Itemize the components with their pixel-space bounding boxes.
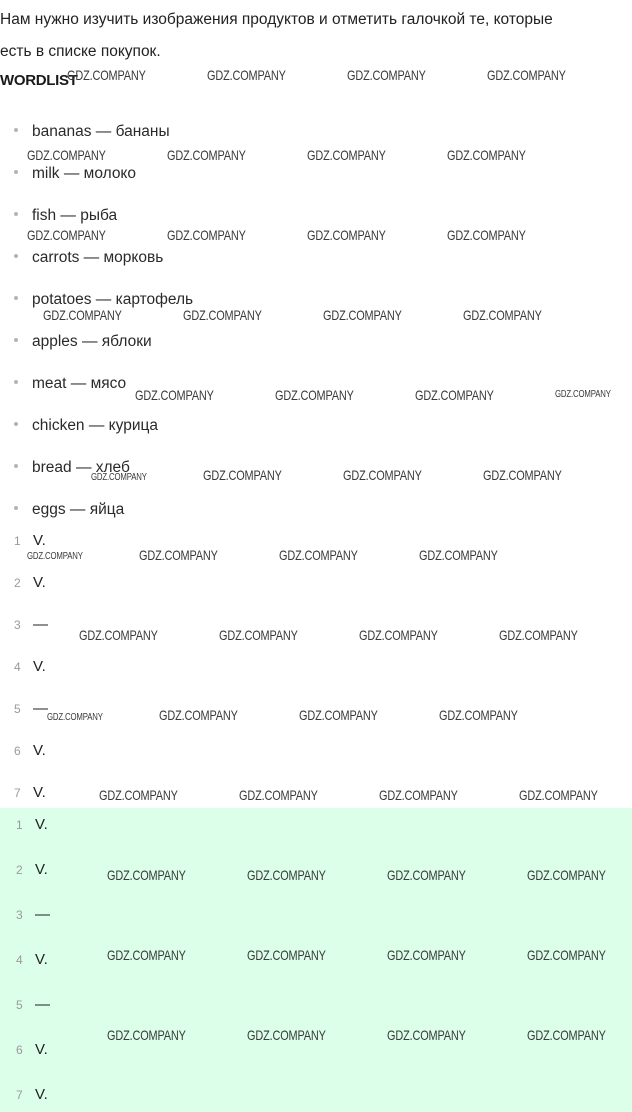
watermark-text: GDZ.COMPANY	[343, 467, 422, 483]
word-text: potatoes — картофель	[32, 291, 194, 308]
watermark-text: GDZ.COMPANY	[183, 307, 262, 323]
answer-number: 3	[14, 618, 21, 632]
answer-number: 5	[14, 702, 21, 716]
watermark-text: GDZ.COMPANY	[219, 627, 298, 643]
answer-value: V.	[35, 861, 48, 878]
watermark-text: GDZ.COMPANY	[387, 1027, 466, 1043]
list-item	[14, 249, 163, 269]
word-text: eggs — яйца	[32, 501, 125, 518]
answer-number: 4	[14, 660, 21, 674]
answer-number: 3	[16, 908, 23, 922]
bullet-icon	[14, 338, 18, 342]
watermark-text: GDZ.COMPANY	[247, 867, 326, 883]
list-item	[14, 207, 117, 227]
answer-number: 7	[14, 786, 21, 800]
bullet-icon	[14, 254, 18, 258]
watermark-text: GDZ.COMPANY	[159, 707, 238, 723]
bullet-icon	[14, 422, 18, 426]
watermark-text: GDZ.COMPANY	[527, 947, 606, 963]
word-text: bread — хлеб	[32, 459, 130, 476]
watermark-text: GDZ.COMPANY	[307, 147, 386, 163]
bullet-icon	[14, 464, 18, 468]
watermark-text: GDZ.COMPANY	[27, 227, 106, 243]
task-instruction	[0, 4, 632, 68]
bullet-icon	[14, 212, 18, 216]
list-item	[14, 417, 158, 437]
watermark-text: GDZ.COMPANY	[167, 227, 246, 243]
list-item	[14, 501, 124, 521]
watermark-text: GDZ.COMPANY	[447, 147, 526, 163]
watermark-text: GDZ.COMPANY	[79, 627, 158, 643]
watermark-text: GDZ.COMPANY	[323, 307, 402, 323]
watermark-text: GDZ.COMPANY	[299, 707, 378, 723]
answer-value: V.	[33, 784, 46, 801]
watermark-text: GDZ.COMPANY	[239, 787, 318, 803]
answer-value: —	[33, 700, 48, 717]
bullet-icon	[14, 506, 18, 510]
watermark-text: GDZ.COMPANY	[487, 67, 566, 83]
answer-number: 6	[14, 744, 21, 758]
watermark-text: GDZ.COMPANY	[519, 787, 598, 803]
bullet-icon	[14, 128, 18, 132]
watermark-text: GDZ.COMPANY	[463, 307, 542, 323]
word-text: milk — молоко	[32, 165, 137, 182]
bullet-icon	[14, 170, 18, 174]
watermark-text: GDZ.COMPANY	[527, 867, 606, 883]
watermark-text: GDZ.COMPANY	[247, 1027, 326, 1043]
answer-value: V.	[35, 1086, 48, 1103]
watermark-text: GDZ.COMPANY	[347, 67, 426, 83]
word-text: chicken — курица	[32, 417, 158, 434]
watermark-text: GDZ.COMPANY	[247, 947, 326, 963]
watermark-text: GDZ.COMPANY	[107, 867, 186, 883]
watermark-text: GDZ.COMPANY	[483, 467, 562, 483]
answer-value: —	[35, 996, 50, 1013]
watermark-text: GDZ.COMPANY	[203, 467, 282, 483]
answer-value: V.	[33, 574, 46, 591]
watermark-text: GDZ.COMPANY	[67, 67, 146, 83]
watermark-text: GDZ.COMPANY	[139, 547, 218, 563]
watermark-text: GDZ.COMPANY	[135, 387, 214, 403]
answer-number: 5	[16, 998, 23, 1012]
word-text: apples — яблоки	[32, 333, 152, 350]
word-text: carrots — морковь	[32, 249, 164, 266]
answer-number: 7	[16, 1088, 23, 1102]
watermark-text: GDZ.COMPANY	[439, 707, 518, 723]
answer-number: 1	[14, 534, 21, 548]
answer-value: V.	[35, 951, 48, 968]
list-item	[14, 165, 136, 185]
watermark-text: GDZ.COMPANY	[107, 947, 186, 963]
watermark-text: GDZ.COMPANY	[307, 227, 386, 243]
watermark-text: GDZ.COMPANY	[167, 147, 246, 163]
answer-number: 2	[14, 576, 21, 590]
watermark-text: GDZ.COMPANY	[447, 227, 526, 243]
watermark-text: GDZ.COMPANY	[387, 867, 466, 883]
watermark-text: GDZ.COMPANY	[107, 1027, 186, 1043]
answer-value: V.	[35, 816, 48, 833]
answer-value: —	[33, 616, 48, 633]
answer-value: V.	[33, 658, 46, 675]
list-item	[14, 333, 152, 353]
answer-value: V.	[33, 532, 46, 549]
watermark-text: GDZ.COMPANY	[207, 67, 286, 83]
answer-number: 6	[16, 1043, 23, 1057]
watermark-text: GDZ.COMPANY	[27, 551, 83, 562]
wordlist-heading: WORDLIST	[0, 72, 78, 89]
answer-value: V.	[33, 742, 46, 759]
watermark-text: GDZ.COMPANY	[91, 472, 147, 483]
watermark-text: GDZ.COMPANY	[499, 627, 578, 643]
watermark-text: GDZ.COMPANY	[43, 307, 122, 323]
answer-value: V.	[35, 1041, 48, 1058]
word-text: bananas — бананы	[32, 123, 170, 140]
word-text: fish — рыба	[32, 207, 118, 224]
watermark-text: GDZ.COMPANY	[379, 787, 458, 803]
watermark-text: GDZ.COMPANY	[415, 387, 494, 403]
bullet-icon	[14, 296, 18, 300]
watermark-text: GDZ.COMPANY	[419, 547, 498, 563]
watermark-text: GDZ.COMPANY	[279, 547, 358, 563]
watermark-text: GDZ.COMPANY	[387, 947, 466, 963]
list-item	[14, 123, 170, 143]
word-text: meat — мясо	[32, 375, 127, 392]
watermark-text: GDZ.COMPANY	[99, 787, 178, 803]
watermark-text: GDZ.COMPANY	[27, 147, 106, 163]
list-item	[14, 375, 126, 395]
instruction-line-2: есть в списке покупок.	[0, 43, 161, 60]
answer-value: —	[35, 906, 50, 923]
watermark-text: GDZ.COMPANY	[555, 389, 611, 400]
answer-number: 4	[16, 953, 23, 967]
answer-number: 2	[16, 863, 23, 877]
watermark-text: GDZ.COMPANY	[47, 712, 103, 723]
watermark-text: GDZ.COMPANY	[275, 387, 354, 403]
watermark-text: GDZ.COMPANY	[527, 1027, 606, 1043]
instruction-line-1: Нам нужно изучить изображения продуктов и отметить галочкой те, которые	[0, 11, 553, 28]
bullet-icon	[14, 380, 18, 384]
watermark-text: GDZ.COMPANY	[359, 627, 438, 643]
answer-number: 1	[16, 818, 23, 832]
